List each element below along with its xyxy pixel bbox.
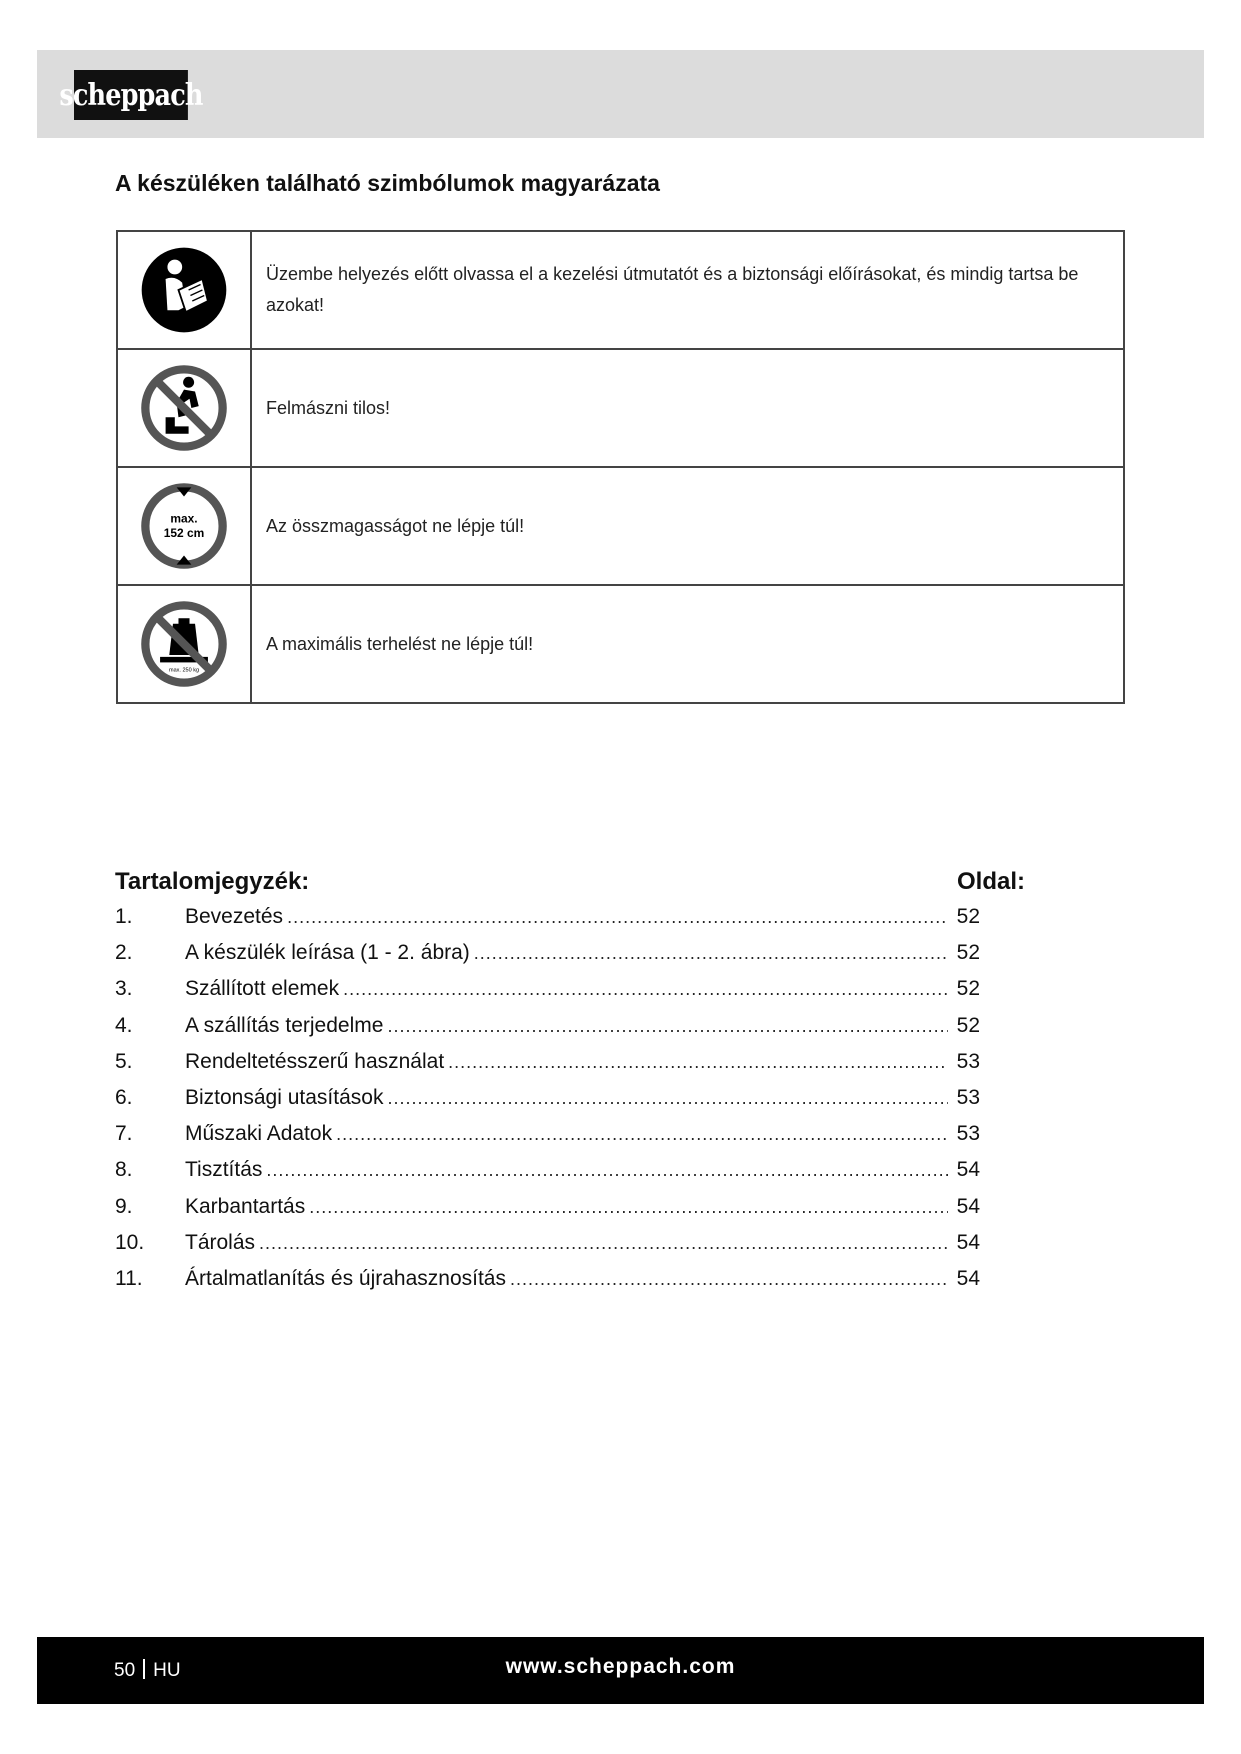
toc-leader-dots [510,1269,948,1290]
footer-bar [37,1637,1204,1704]
header-bar [37,50,1204,138]
max-height-value: 152 cm [163,526,205,541]
toc-item[interactable] [115,1195,980,1231]
toc-item-page: 54 [956,1266,980,1290]
toc-item[interactable] [115,905,980,941]
toc-item-number: 8. [115,1158,133,1182]
max-height-label: max. [170,511,198,526]
toc-leader-dots [343,979,948,1000]
toc-item-page: 52 [956,941,980,965]
max-height-icon [138,480,230,572]
symbol-row [117,467,1124,585]
toc-item-number: 1. [115,905,133,928]
toc-item-label: Rendeltetésszerű használat [185,1049,445,1073]
toc-item-page: 53 [956,1049,980,1073]
toc-leader-dots [387,1016,948,1037]
toc-item[interactable] [115,977,980,1013]
toc-page-header: Oldal: [957,868,1026,895]
toc-item[interactable] [115,1014,980,1050]
symbol-icon-cell [117,585,251,703]
toc-item-number: 6. [115,1085,133,1109]
max-load-icon [138,598,230,690]
toc-item-number: 3. [115,977,133,1001]
symbol-icon-cell [117,349,251,467]
toc-item-page: 54 [956,1158,980,1182]
toc-item-label: Tárolás [185,1230,256,1254]
toc-item-page: 54 [956,1230,980,1254]
toc-item-page: 52 [956,977,980,1001]
toc-item-page: 52 [956,905,980,928]
toc-item[interactable] [115,941,980,977]
symbol-icon-cell [117,231,251,349]
symbol-row [117,585,1124,703]
toc-item-number: 5. [115,1049,133,1073]
toc-leader-dots [309,1197,948,1218]
toc-item-number: 2. [115,941,133,965]
symbols-table [116,230,1125,704]
toc-item[interactable] [115,1158,980,1194]
toc-leader-dots [387,1088,948,1109]
toc-leader-dots [259,1233,948,1254]
toc-leader-dots [448,1052,948,1073]
toc-item[interactable] [115,1086,980,1122]
toc-item[interactable] [115,1122,980,1158]
toc-item-label: A készülék leírása (1 - 2. ábra) [185,941,470,965]
website-link[interactable]: www.scheppach.com [505,1655,736,1678]
toc-item-label: Szállított elemek [185,977,340,1001]
toc-item-label: A szállítás terjedelme [185,1013,384,1037]
toc-item[interactable] [115,1231,980,1267]
toc-item[interactable] [115,1267,980,1303]
page-number: 50 [114,1660,136,1681]
toc-item-label: Tisztítás [185,1158,263,1182]
toc-item-number: 11. [115,1266,143,1290]
scheppach-logo: scheppach [74,70,188,120]
toc-item-number: 7. [115,1122,133,1146]
toc-item-label: Biztonsági utasítások [185,1085,384,1109]
toc-item-number: 4. [115,1013,133,1037]
toc-item-number: 10. [115,1230,145,1254]
symbols-title: A készüléken található szimbólumok magyarázata [115,170,660,196]
toc-item-label: Ártalmatlanítás és újrahasznosítás [185,1266,506,1290]
symbol-icon-cell [117,467,251,585]
toc-leader-dots [287,907,948,928]
toc-item-label: Műszaki Adatok [185,1122,333,1146]
toc-item-page: 54 [956,1194,980,1218]
symbol-description: Üzembe helyezés előtt olvassa el a kezelési útmutatót és a biztonsági előírásokat, és mindig tartsa be azokat! [251,231,1124,349]
toc-leader-dots [266,1160,948,1181]
toc-item-number: 9. [115,1194,133,1218]
no-climbing-icon [138,362,230,454]
max-load-caption: max. 250 kg [168,667,200,674]
toc-item-label: Karbantartás [185,1194,306,1218]
symbol-description: Az összmagasságot ne lépje túl! [251,467,1124,585]
symbol-row [117,349,1124,467]
toc-item-label: Bevezetés [185,905,284,928]
toc-leader-dots [474,943,948,964]
read-manual-icon [138,244,230,336]
toc-leader-dots [336,1124,948,1145]
toc-item-page: 53 [956,1085,980,1109]
language-code: HU [153,1660,181,1681]
symbol-description: Felmászni tilos! [251,349,1124,467]
symbol-row [117,231,1124,349]
toc-item[interactable] [115,1050,980,1086]
toc-title: Tartalomjegyzék: [115,868,310,895]
symbol-description: A maximális terhelést ne lépje túl! [251,585,1124,703]
toc-item-page: 53 [956,1122,980,1146]
toc-item-page: 52 [956,1013,980,1037]
toc-list [115,905,980,1303]
